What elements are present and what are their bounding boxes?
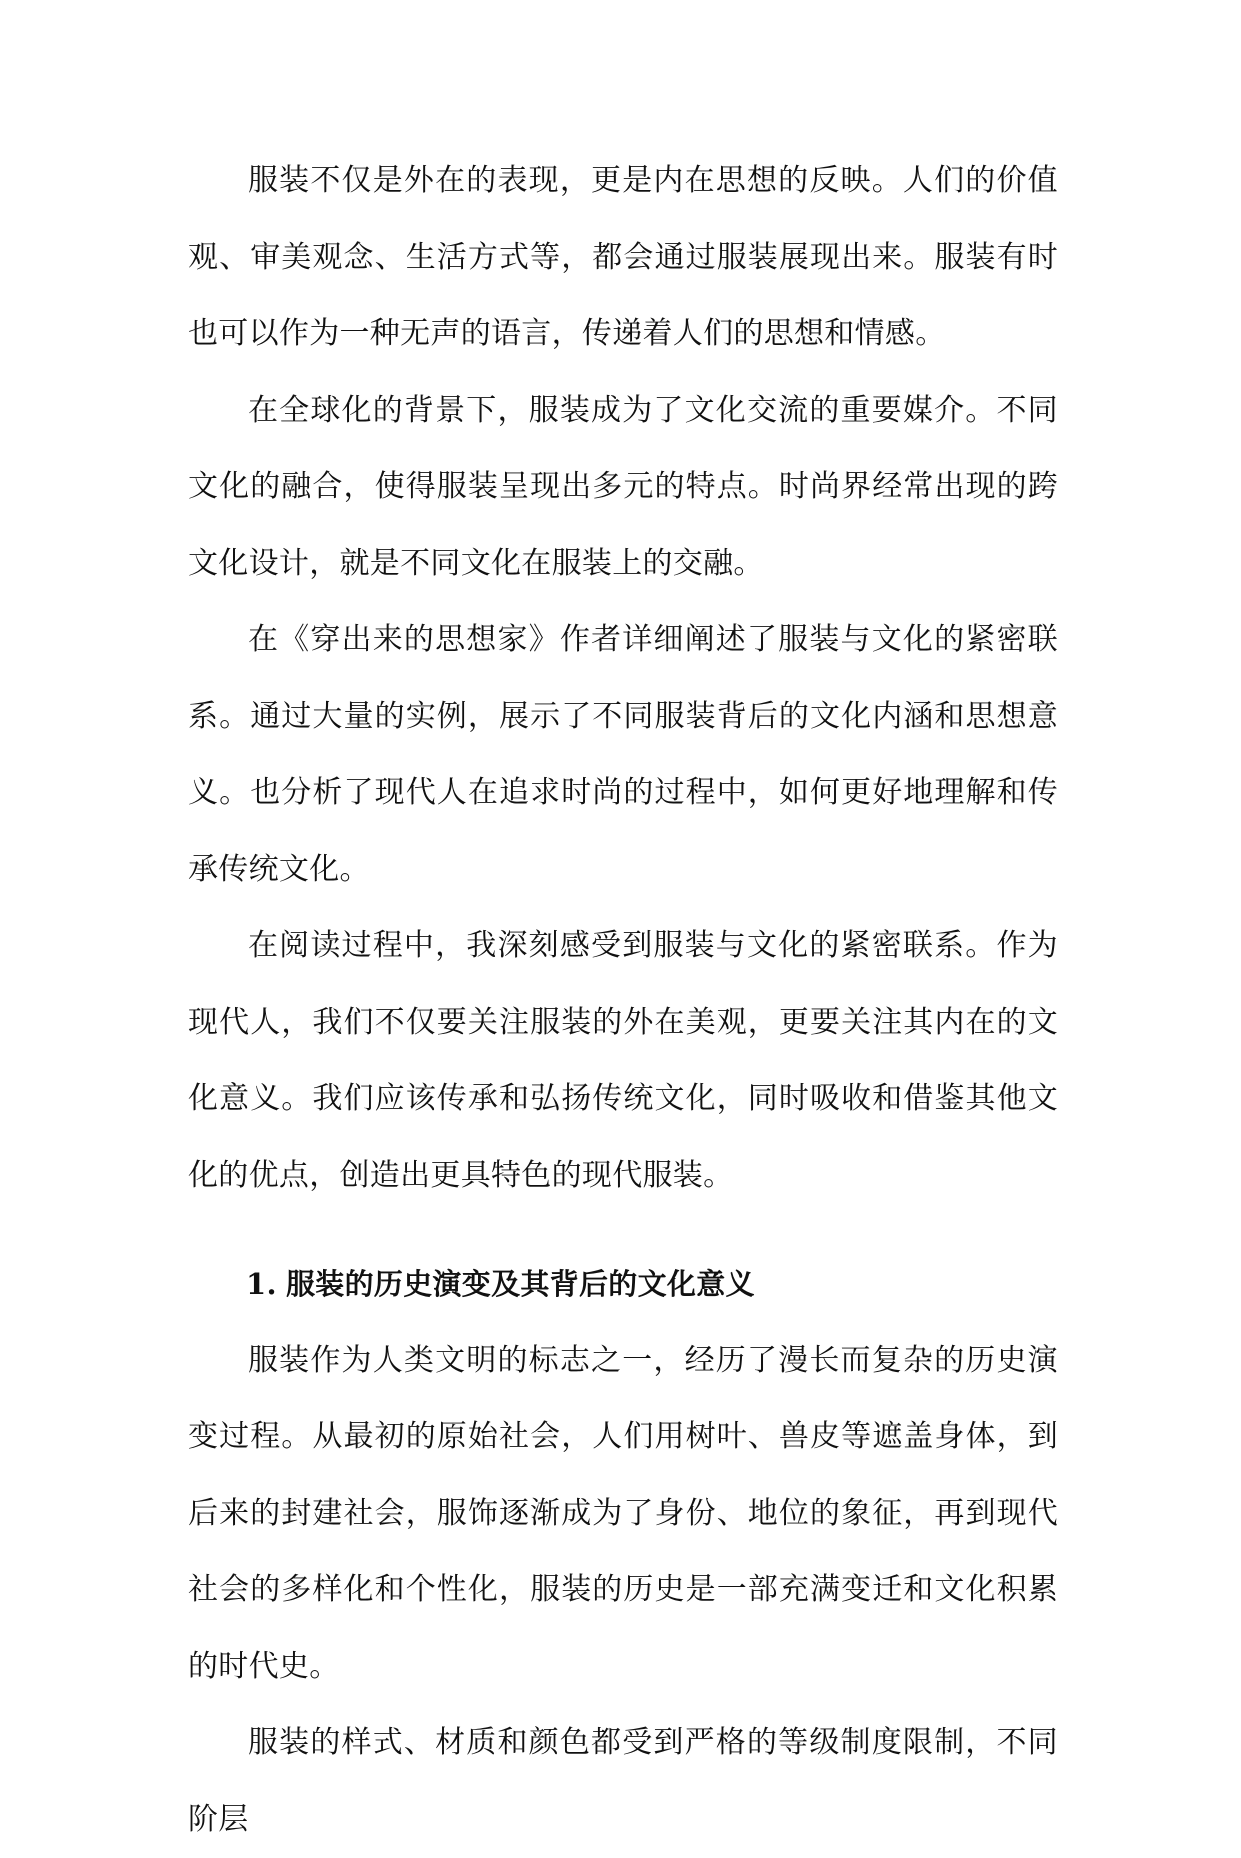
paragraph: 在《穿出来的思想家》作者详细阐述了服装与文化的紧密联系。通过大量的实例，展示了不同服装背后的文化内涵和思想意义。也分析了现代人在追求时尚的过程中，如何更好地理解和传承传统文化。 — [188, 622, 1058, 887]
paragraph: 服装不仅是外在的表现，更是内在思想的反映。人们的价值观、审美观念、生活方式等，都会通过服装展现出来。服装有时也可以作为一种无声的语言，传递着人们的思想和情感。 — [188, 163, 1058, 351]
paragraph: 服装的样式、材质和颜色都受到严格的等级制度限制，不同阶层 — [188, 1725, 1058, 1837]
section-number: 1. — [246, 1267, 277, 1301]
paragraph: 在全球化的背景下，服装成为了文化交流的重要媒介。不同文化的融合，使得服装呈现出多元的特点。时尚界经常出现的跨文化设计，就是不同文化在服装上的交融。 — [188, 392, 1058, 581]
section-heading — [188, 1246, 1058, 1323]
paragraph: 服装作为人类文明的标志之一，经历了漫长而复杂的历史演变过程。从最初的原始社会，人们用树叶、兽皮等遮盖身体，到后来的封建社会，服饰逐渐成为了身份、地位的象征，再到现代社会的多样化和个性化，服装的历史是一部充满变迁和文化积累的时代史。 — [188, 1342, 1058, 1684]
document-body — [188, 143, 1058, 1858]
paragraph: 在阅读过程中，我深刻感受到服装与文化的紧密联系。作为现代人，我们不仅要关注服装的外在美观，更要关注其内在的文化意义。我们应该传承和弘扬传统文化，同时吸收和借鉴其他文化的优点，创造出更具特色的现代服装。 — [188, 928, 1058, 1193]
section-title: 服装的历史演变及其背后的文化意义 — [286, 1267, 755, 1301]
